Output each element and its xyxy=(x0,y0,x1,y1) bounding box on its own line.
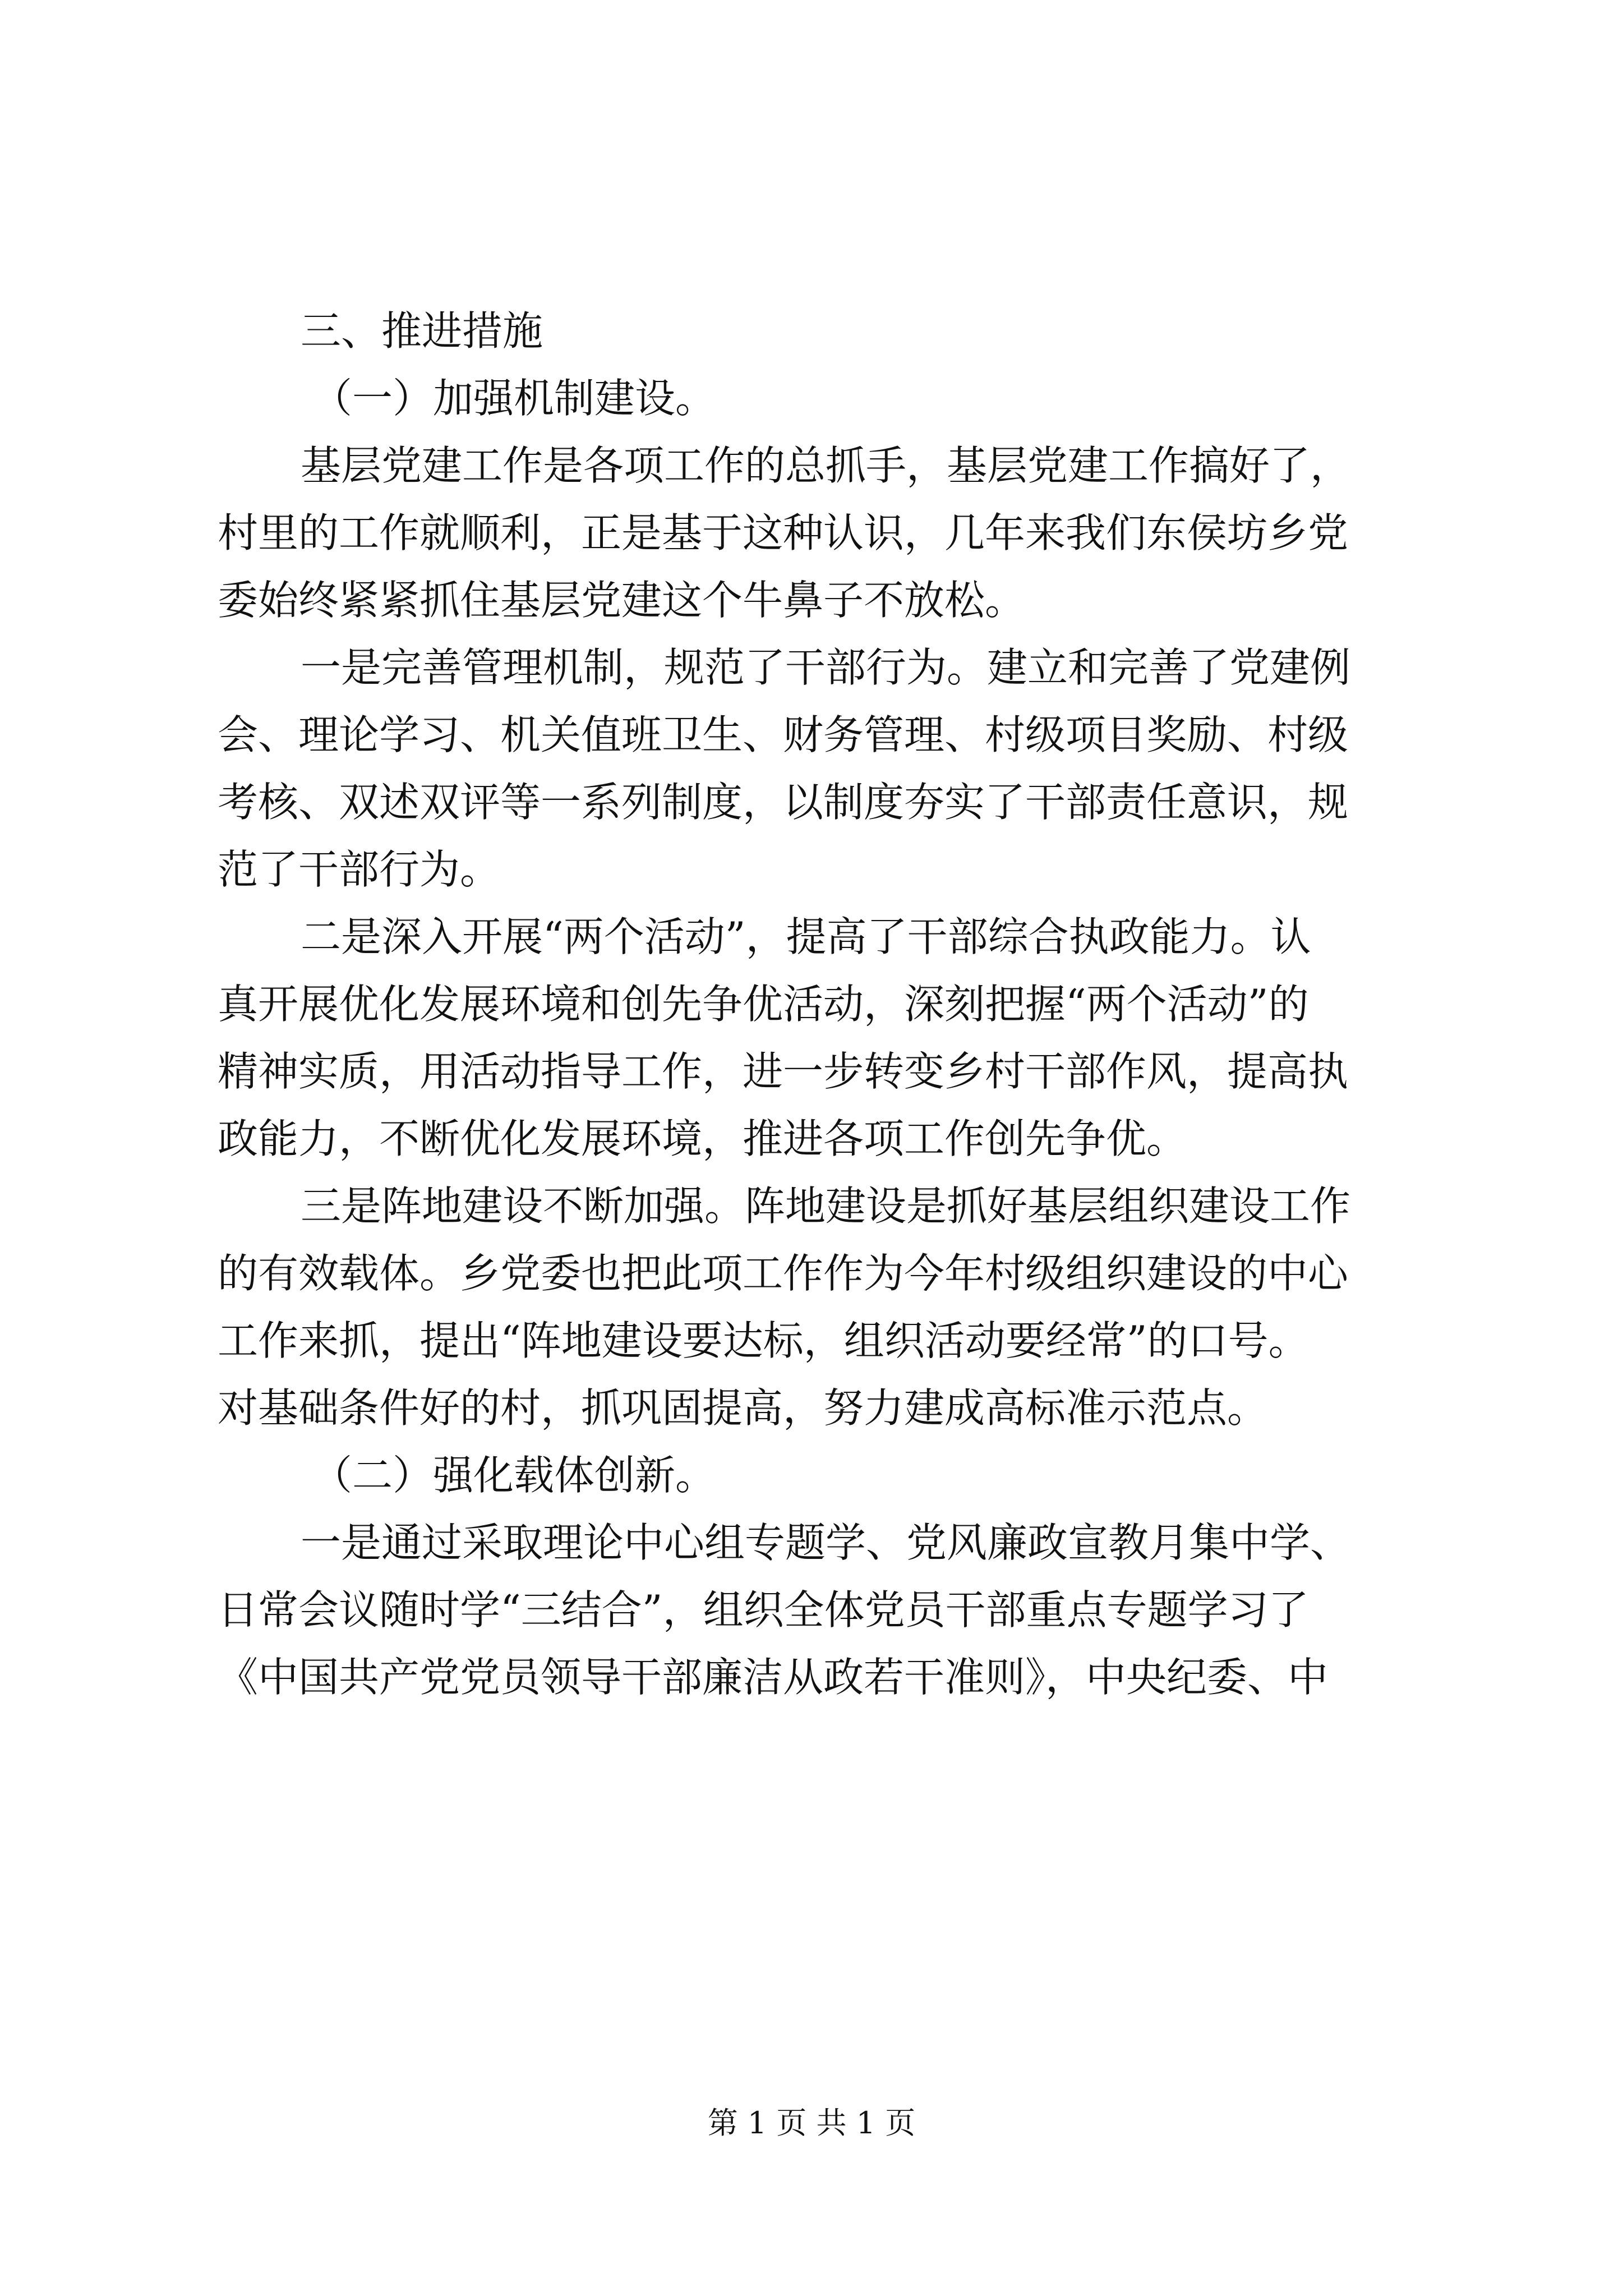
paragraph-line: 日常会议随时学“三结合”，组织全体党员干部重点专题学习了 xyxy=(218,1586,1309,1634)
paragraph-line: 精神实质，用活动指导工作，进一步转变乡村干部作风，提高执 xyxy=(218,1048,1349,1095)
paragraph-line: 委始终紧紧抓住基层党建这个牛鼻子不放松。 xyxy=(218,577,1026,624)
paragraph-line: 三是阵地建设不断加强。阵地建设是抓好基层组织建设工作 xyxy=(301,1182,1351,1230)
paragraph-line: 考核、双述双评等一系列制度，以制度夯实了干部责任意识，规 xyxy=(218,779,1349,826)
paragraph-line: 范了干部行为。 xyxy=(218,846,501,893)
paragraph-line: 基层党建工作是各项工作的总抓手，基层党建工作搞好了， xyxy=(301,442,1351,489)
paragraph-line: 对基础条件好的村，抓巩固提高，努力建成高标准示范点。 xyxy=(218,1384,1268,1432)
paragraph-line: 的有效载体。乡党委也把此项工作作为今年村级组织建设的中心 xyxy=(218,1250,1349,1297)
subsection-heading: （一）加强机制建设。 xyxy=(312,375,716,422)
subsection-heading: （二）强化载体创新。 xyxy=(312,1452,716,1499)
paragraph-line: 一是完善管理机制，规范了干部行为。建立和完善了党建例 xyxy=(301,644,1351,691)
paragraph-line: 工作来抓，提出“阵地建设要达标，组织活动要经常”的口号。 xyxy=(218,1317,1309,1364)
page-footer: 第 1 页 共 1 页 xyxy=(707,2105,916,2141)
paragraph-line: 二是深入开展“两个活动”，提高了干部综合执政能力。认 xyxy=(301,913,1311,960)
section-heading: 三、推进措施 xyxy=(301,307,543,355)
paragraph-line: 《中国共产党党员领导干部廉洁从政若干准则》，中央纪委、中 xyxy=(218,1654,1329,1701)
paragraph-line: 村里的工作就顺利，正是基于这种认识，几年来我们东侯坊乡党 xyxy=(218,509,1349,556)
paragraph-line: 一是通过采取理论中心组专题学、党风廉政宣教月集中学、 xyxy=(301,1519,1351,1566)
document-body xyxy=(218,297,1418,1711)
paragraph-line: 政能力，不断优化发展环境，推进各项工作创先争优。 xyxy=(218,1115,1187,1162)
paragraph-line: 会、理论学习、机关值班卫生、财务管理、村级项目奖励、村级 xyxy=(218,711,1349,758)
paragraph-line: 真开展优化发展环境和创先争优活动，深刻把握“两个活动”的 xyxy=(218,981,1309,1028)
